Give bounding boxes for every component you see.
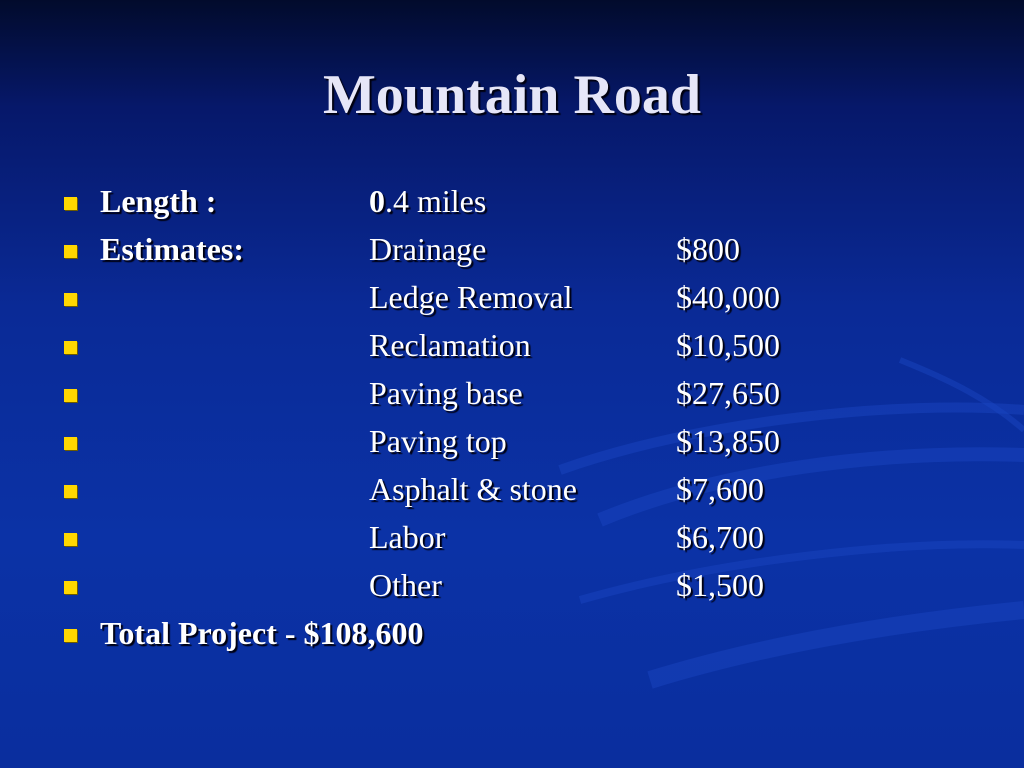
length-label: Length :: [100, 183, 217, 219]
estimate-cost: $6,700: [676, 519, 764, 555]
estimate-row: [0, 322, 1024, 368]
estimates-label: Estimates:: [100, 231, 244, 267]
estimate-cost: $800: [676, 231, 740, 267]
estimate-row: [0, 370, 1024, 416]
square-bullet-icon: [64, 485, 77, 498]
square-bullet-icon: [64, 389, 77, 402]
square-bullet-icon: [64, 341, 77, 354]
estimate-item: Labor: [369, 519, 446, 555]
estimate-row: [0, 562, 1024, 608]
estimate-cost: $10,500: [676, 327, 780, 363]
estimate-row: [0, 466, 1024, 512]
estimate-item: Other: [369, 567, 442, 603]
square-bullet-icon: [64, 581, 77, 594]
length-row: [0, 178, 1024, 224]
square-bullet-icon: [64, 245, 77, 258]
slide-title: Mountain Road: [322, 64, 702, 126]
estimate-item: Drainage: [369, 231, 487, 267]
total-project: Total Project - $108,600: [100, 615, 424, 651]
total-row: [0, 610, 1024, 656]
estimate-item: Paving base: [369, 375, 523, 411]
estimate-cost: $13,850: [676, 423, 780, 459]
estimate-item: Asphalt & stone: [369, 471, 577, 507]
square-bullet-icon: [64, 629, 77, 642]
estimate-row: [0, 274, 1024, 320]
estimate-cost: $7,600: [676, 471, 764, 507]
estimate-row: [0, 226, 1024, 272]
estimate-cost: $1,500: [676, 567, 764, 603]
estimate-item: Paving top: [369, 423, 507, 459]
square-bullet-icon: [64, 197, 77, 210]
length-value: [369, 178, 486, 224]
length-value-bold: 0: [369, 183, 385, 219]
estimate-item: Ledge Removal: [369, 279, 573, 315]
length-value-rest: .4 miles: [385, 183, 487, 219]
estimate-item: Reclamation: [369, 327, 531, 363]
square-bullet-icon: [64, 437, 77, 450]
estimate-row: [0, 418, 1024, 464]
estimate-cost: $27,650: [676, 375, 780, 411]
square-bullet-icon: [64, 293, 77, 306]
square-bullet-icon: [64, 533, 77, 546]
estimate-cost: $40,000: [676, 279, 780, 315]
estimate-row: [0, 514, 1024, 560]
